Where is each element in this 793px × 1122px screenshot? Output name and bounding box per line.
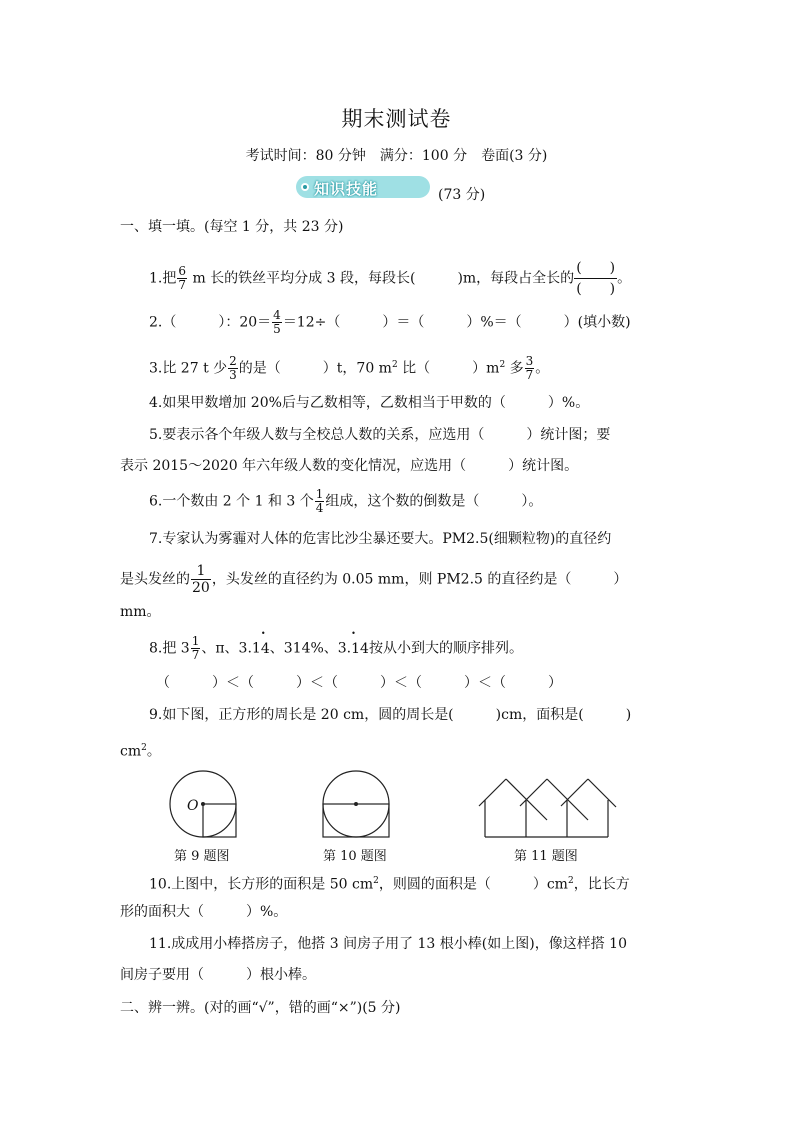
question-8-answer: （ ）＜（ ）＜（ ）＜（ ）＜（ ） (156, 675, 562, 691)
question-7-line3: mm。 (120, 604, 161, 620)
fraction: $\frac{1}{4}$ (315, 487, 324, 515)
question-10-line1: 10.上图中，长方形的面积是 50 $cm^2$，则圆的面积是（ ）$cm^2$，比长方 (149, 876, 630, 893)
question-11-line1: 11.成成用小棒搭房子，他搭 3 间房子用了 13 根小棒(如上图)，像这样搭 10 (149, 936, 627, 952)
page-title: 期末测试卷 (341, 107, 452, 131)
question-5-line2: 表示 2015～2020 年六年级人数的变化情况，应选用（ ）统计图。 (120, 458, 579, 474)
part2-heading: 二、辨一辨。(对的画“√”，错的画“×”)(5 分) (120, 1000, 401, 1016)
question-2: 2.（ ）：20＝ $\frac{4}{5}$ ＝12÷（ ）＝（ ）%＝（ ）(填小数) (149, 308, 631, 336)
figure-9-center-label: O (187, 798, 199, 814)
section-score: (73 分) (438, 187, 486, 203)
repeating-dot: • (260, 628, 266, 638)
fraction: $\frac{1}{7}$ (191, 634, 200, 662)
figure-10 (318, 768, 398, 840)
repeating-dot: • (351, 628, 356, 638)
fraction: $\frac{3}{7}$ (525, 354, 534, 383)
question-7-line2: 是头发丝的 $\frac{1}{20}$ ，头发丝的直径约为 0.05 mm，则 PM2.5 的直径约是（ ） (120, 563, 628, 596)
question-11-line2: 间房子要用（ ）根小棒。 (120, 967, 316, 983)
section-badge-label: 知识技能 (314, 180, 379, 198)
figure-11-caption: 第 11 题图 (514, 849, 578, 864)
figure-9-caption: 第 9 题图 (174, 849, 230, 864)
fraction: $\frac{1}{20}$ (192, 563, 210, 596)
figure-11 (476, 765, 622, 840)
figure-9 (165, 768, 245, 840)
question-7-line1: 7.专家认为雾霾对人体的危害比沙尘暴还要大。PM2.5(细颗粒物)的直径约 (149, 531, 612, 547)
question-8: 8.把 3 $\frac{1}{7}$ 、π、3.1 • 4、314%、3. • 14按从小到大的顺序排列。 (149, 628, 523, 662)
fraction: $\frac{6}{7}$ (178, 264, 186, 292)
section-badge (296, 176, 430, 198)
figure-10-caption: 第 10 题图 (323, 849, 387, 864)
fraction: $\frac{2}{3}$ (229, 354, 237, 383)
question-3: 3.比 27 t 少 $\frac{2}{3}$ 的是（ ）t，70 $m^2$ 比（ ）$m^2$ 多 $\frac{3}{7}$ 。 (149, 354, 550, 383)
question-10-line2: 形的面积大（ ）%。 (120, 904, 288, 920)
exam-info: 考试时间：80 分钟 满分：100 分 卷面(3 分) (245, 148, 548, 164)
question-5-line1: 5.要表示各个年级人数与全校总人数的关系，应选用（ ）统计图；要 (149, 427, 611, 443)
question-6: 6.一个数由 2 个 1 和 3 个 $\frac{1}{4}$ 组成，这个数的倒数是（ ）。 (149, 487, 543, 515)
fraction: $\frac{4}{5}$ (273, 308, 281, 336)
question-1: 1.把 $\frac{6}{7}$ m 长的铁丝平均分成 3 段，每段长( )m，每段占全长的 $\frac{( )}{( )}$ 。 (149, 260, 632, 297)
part1-heading: 一、填一填。(每空 1 分，共 23 分) (120, 219, 344, 235)
paren-fraction: $\frac{( )}{( )}$ (576, 260, 616, 297)
question-9-line2: $cm^2$。 (120, 743, 161, 760)
question-9-line1: 9.如下图，正方形的周长是 20 cm，圆的周长是( )cm，面积是( ) (149, 707, 632, 723)
question-4: 4.如果甲数增加 20%后与乙数相等，乙数相当于甲数的（ ）%。 (149, 395, 590, 411)
